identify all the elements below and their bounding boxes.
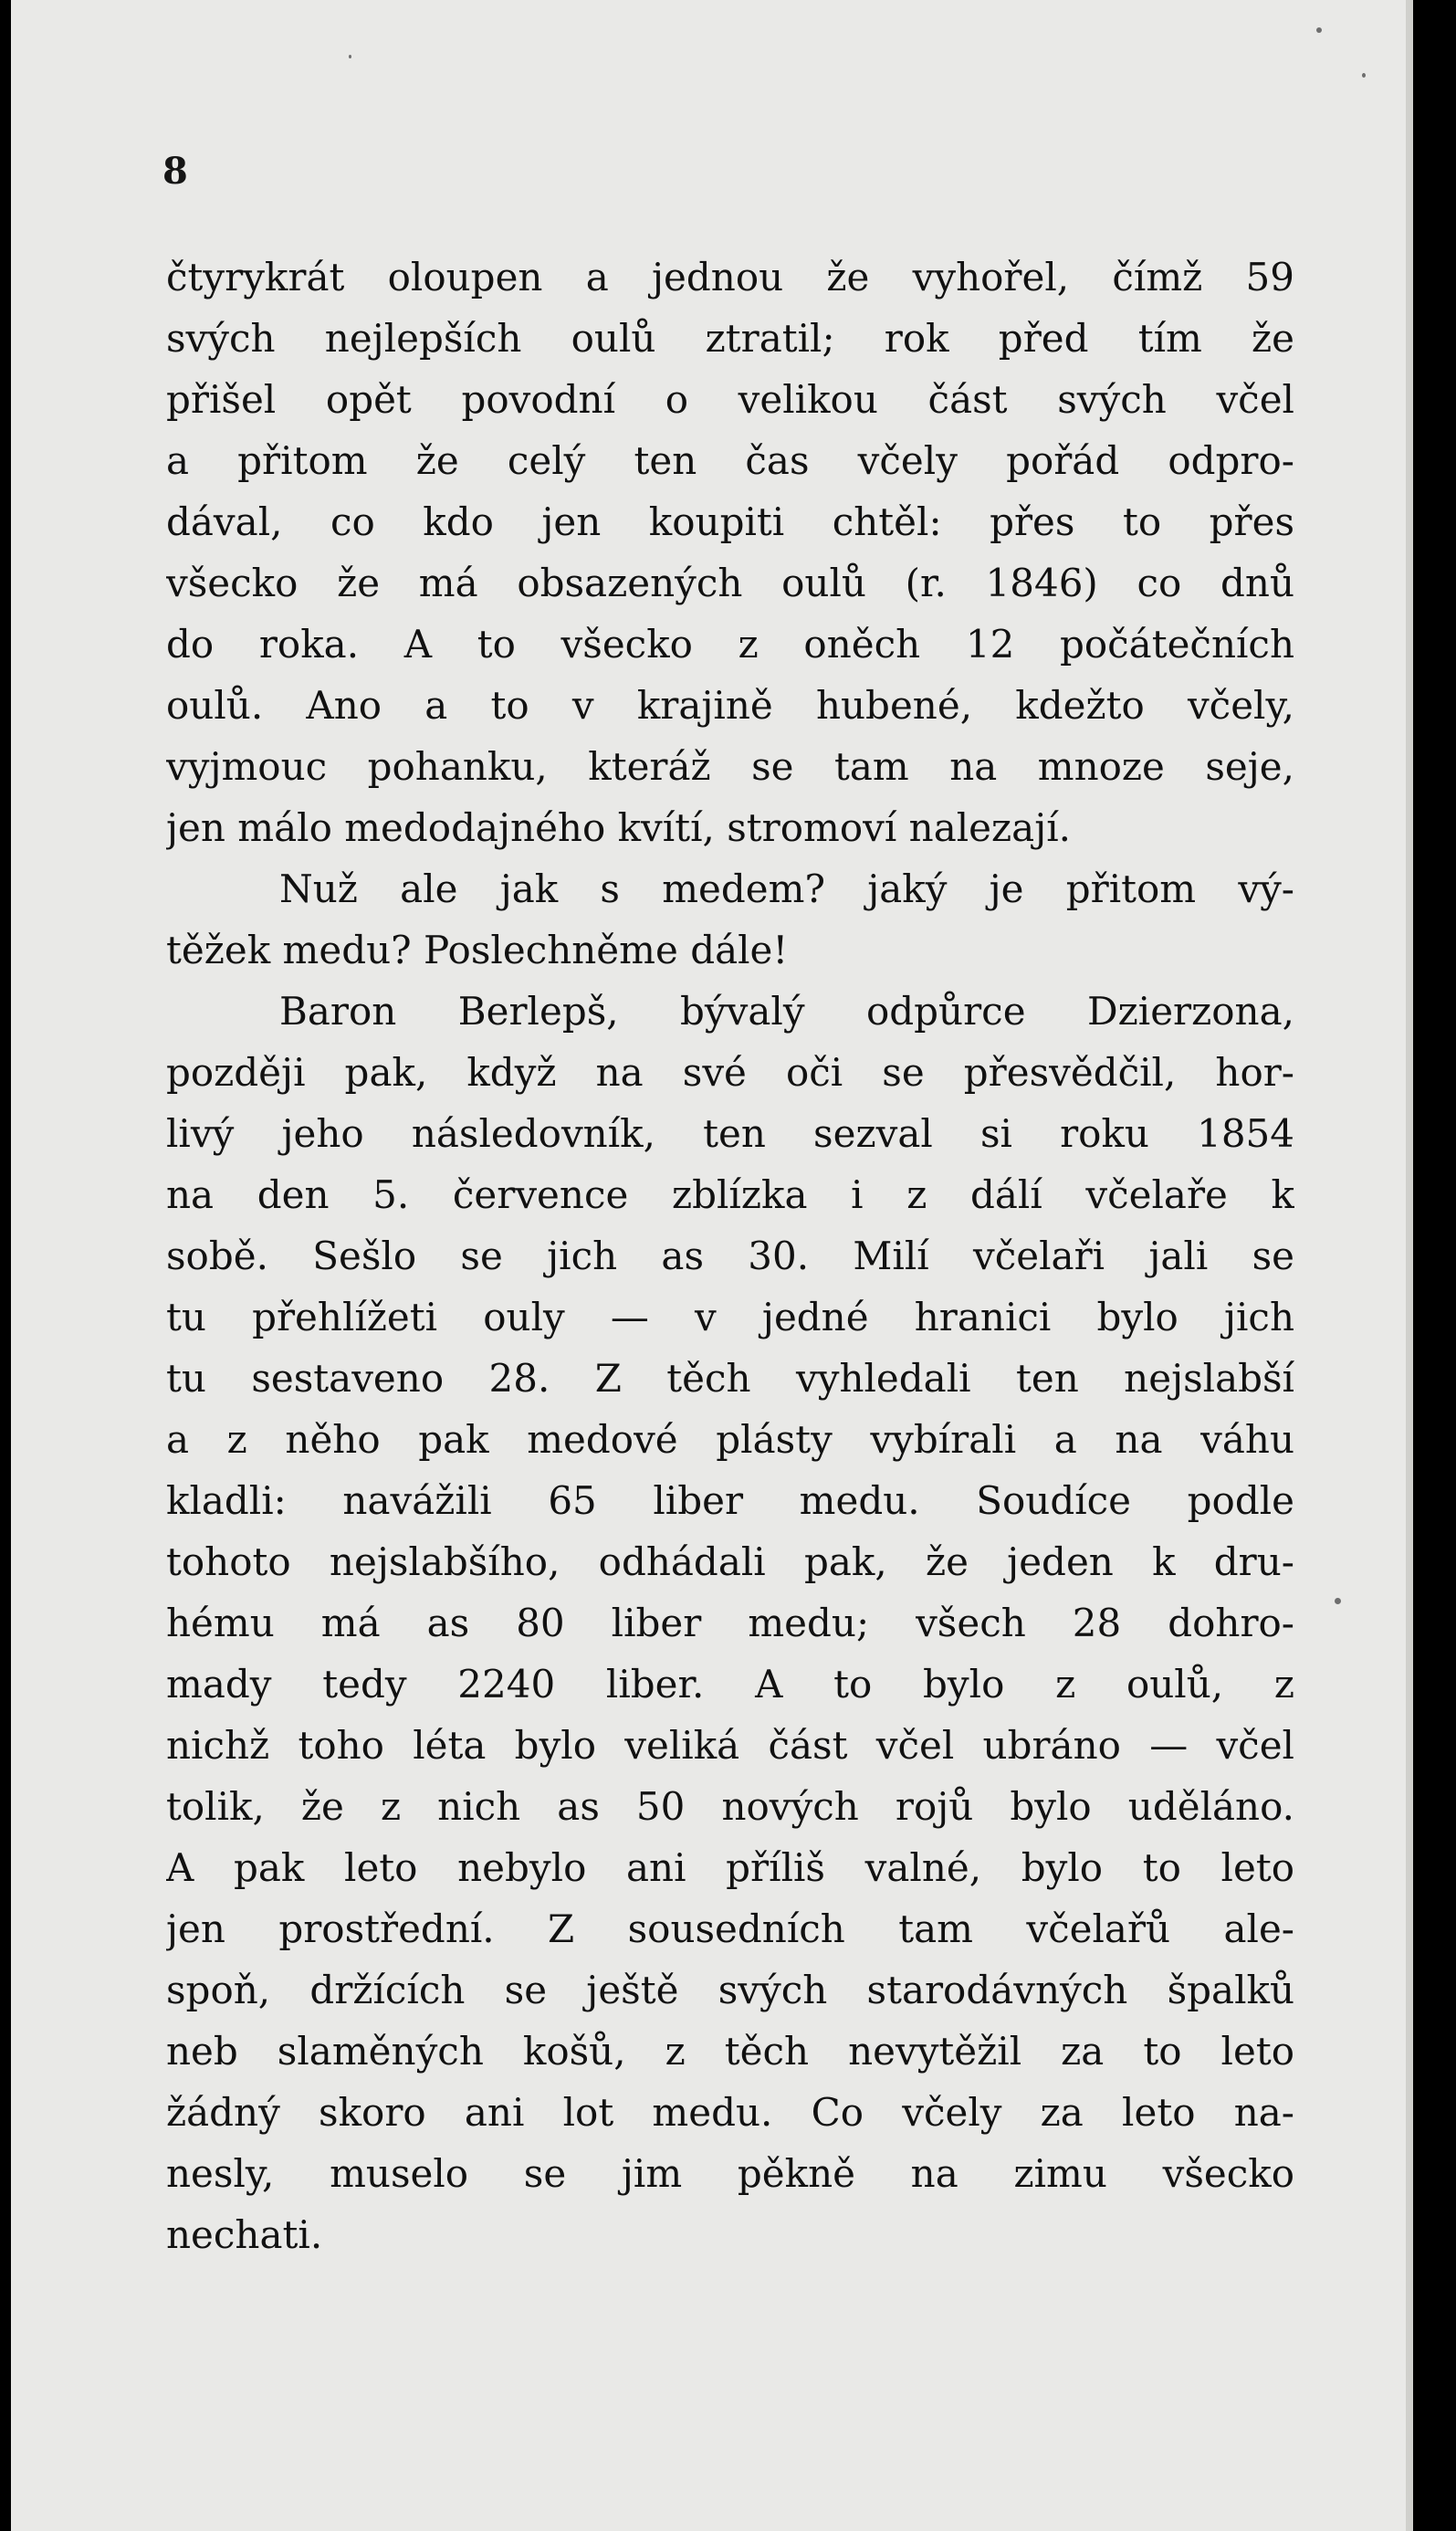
- text-line: livý jeho následovník, ten sezval si roku 1854: [166, 1111, 1294, 1156]
- text-line: oulů. Ano a to v krajině hubené, kdežto včely,: [166, 683, 1294, 728]
- text-line: hému má as 80 liber medu; všech 28 dohro-: [166, 1601, 1294, 1645]
- scan-speck: [349, 55, 351, 58]
- text-line: tolik, že z nich as 50 nových rojů bylo uděláno.: [166, 1784, 1294, 1829]
- text-line: těžek medu? Poslechněme dále!: [166, 928, 789, 972]
- page-number: 8: [162, 150, 188, 193]
- text-line: dával, co kdo jen koupiti chtěl: přes to přes: [166, 499, 1294, 544]
- paragraph-1: [166, 247, 1294, 858]
- text-line: kladli: navážili 65 liber medu. Soudíce podle: [166, 1478, 1294, 1523]
- body-text: [166, 247, 1294, 2265]
- text-line: neb slaměných košů, z těch nevytěžil za to leto: [166, 2029, 1294, 2074]
- text-line: na den 5. července zblízka i z dálí včelaře k: [166, 1172, 1294, 1217]
- text-line: jen prostřední. Z sousedních tam včelařů ale-: [166, 1906, 1294, 1951]
- text-line: žádný skoro ani lot medu. Co včely za leto na-: [166, 2090, 1294, 2135]
- text-line: sobě. Sešlo se jich as 30. Milí včelaři jali se: [166, 1234, 1294, 1278]
- scan-speck: [1316, 27, 1322, 33]
- text-line: jen málo medodajného kvítí, stromoví nalezají.: [166, 805, 1071, 850]
- text-line: Baron Berlepš, bývalý odpůrce Dzierzona,: [279, 989, 1294, 1034]
- text-line: vyjmouc pohanku, kteráž se tam na mnoze seje,: [166, 744, 1294, 789]
- text-line: později pak, když na své oči se přesvědčil, hor-: [166, 1050, 1294, 1095]
- scan-speck: [1335, 1598, 1341, 1604]
- page-edge: [1406, 0, 1413, 2531]
- text-line: přišel opět povodní o velikou část svých včel: [166, 377, 1294, 422]
- text-line: spoň, držících se ještě svých starodávných špalků: [166, 1968, 1294, 2012]
- text-line: a z něho pak medové plásty vybírali a na váhu: [166, 1417, 1294, 1462]
- text-line: svých nejlepších oulů ztratil; rok před tím že: [166, 316, 1294, 361]
- scan-speck: [1362, 73, 1366, 78]
- text-line: Nuž ale jak s medem? jaký je přitom vý-: [279, 866, 1294, 911]
- text-line: nesly, muselo se jim pěkně na zimu všecko: [166, 2151, 1294, 2196]
- text-line: do roka. A to všecko z oněch 12 počátečních: [166, 622, 1294, 667]
- text-line: čtyrykrát oloupen a jednou že vyhořel, čímž 59: [166, 255, 1294, 299]
- text-line: tohoto nejslabšího, odhádali pak, že jeden k dru-: [166, 1539, 1294, 1584]
- text-line: a přitom že celý ten čas včely pořád odpro-: [166, 438, 1294, 483]
- text-line: nichž toho léta bylo veliká část včel ubráno — včel: [166, 1723, 1294, 1768]
- paragraph-3: [166, 981, 1294, 2265]
- text-line: nechati.: [166, 2212, 323, 2257]
- text-line: A pak leto nebylo ani příliš valné, bylo to leto: [166, 1845, 1294, 1890]
- text-line: tu sestaveno 28. Z těch vyhledali ten nejslabší: [166, 1356, 1294, 1401]
- book-page: [11, 0, 1406, 2531]
- text-line: mady tedy 2240 liber. A to bylo z oulů, z: [166, 1662, 1294, 1707]
- paragraph-2: [166, 858, 1294, 981]
- text-line: tu přehlížeti ouly — v jedné hranici bylo jich: [166, 1295, 1294, 1339]
- text-line: všecko že má obsazených oulů (r. 1846) co dnů: [166, 561, 1294, 605]
